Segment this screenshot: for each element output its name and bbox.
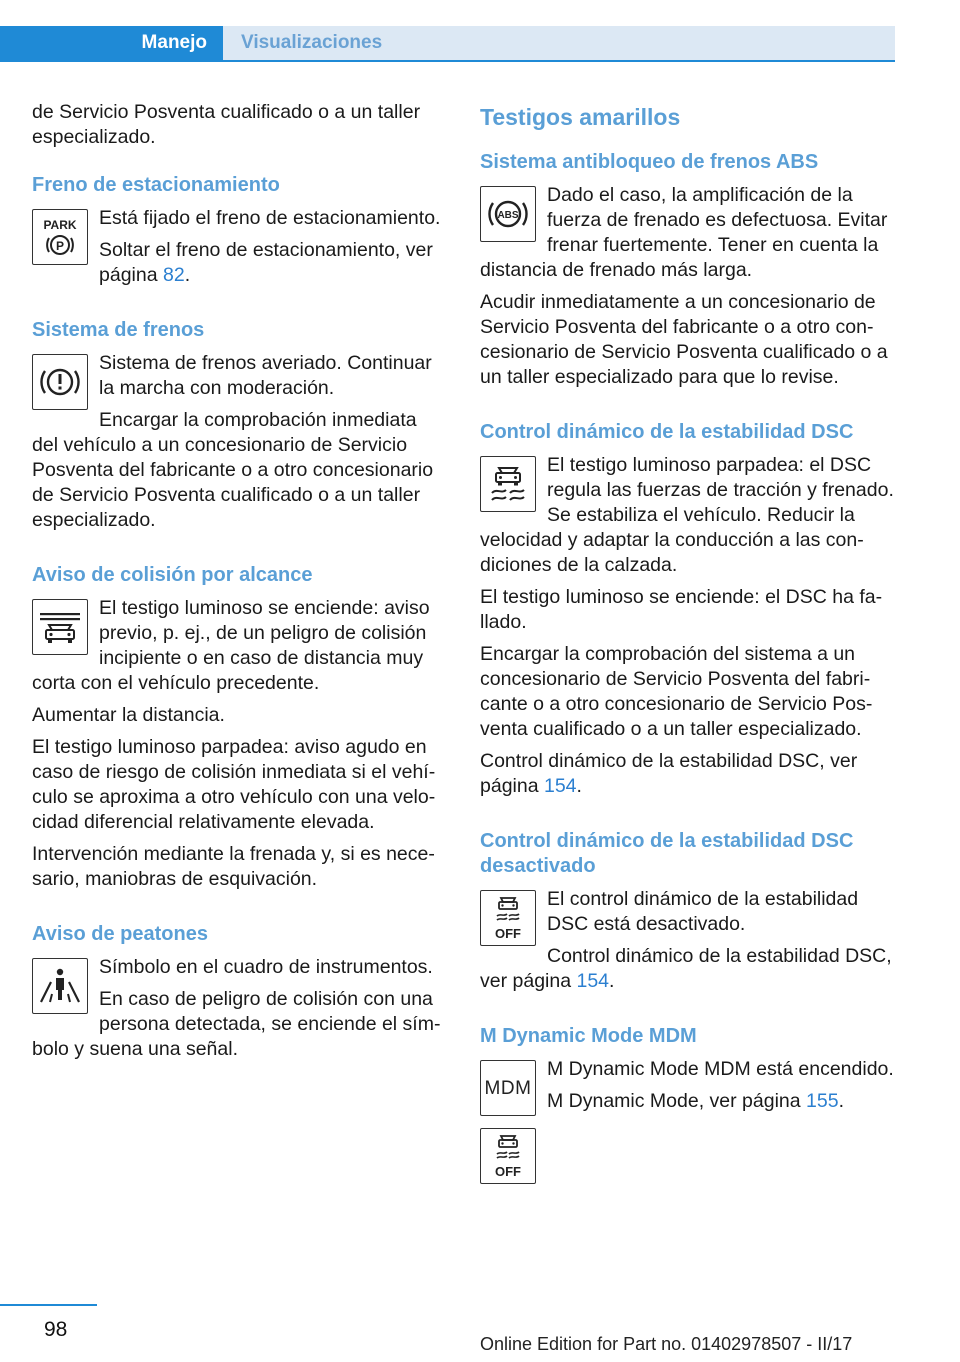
heading-mdm: M Dynamic Mode MDM (480, 1025, 697, 1047)
page-link-154[interactable]: 154 (543, 775, 577, 797)
heading-pedestrian-warning: Aviso de peatones (32, 923, 208, 945)
tab-manejo[interactable] (0, 26, 223, 60)
abs-p1: Dado el caso, la amplificación de la fuerza de frenado es defectuosa. Evitar frenar fuertemente. Tener en cuenta la distancia de frenado más larga. (480, 184, 888, 281)
page-link-154-b[interactable]: 154 (576, 970, 610, 992)
collision-p4: Intervención mediante la frenada y, si es necesario, maniobras de esquivación. (32, 843, 435, 890)
mdm-p1: M Dynamic Mode MDM está encendido. (547, 1058, 894, 1080)
dsc-p4 (480, 749, 896, 799)
pedestrian-p2: En caso de peligro de colisión con una persona detectada, se enciende el símbolo y suena una señal. (32, 988, 441, 1060)
dsc-icon (480, 456, 536, 512)
heading-abs: Sistema antibloqueo de frenos ABS (480, 151, 819, 173)
left-column (32, 100, 448, 1069)
section-brake-system (32, 351, 448, 540)
dsc-p2: El testigo luminoso se enciende: el DSC ha fallado. (480, 586, 883, 633)
section-dsc (480, 453, 896, 806)
dsc-p4-text: Control dinámico de la estabilidad DSC, ver página (480, 750, 858, 797)
dsc-off-p2-text: Control dinámico de la estabilidad DSC, ver página (480, 945, 892, 992)
brakes-p1: Sistema de frenos averiado. Continuar la marcha con moderación. (99, 352, 432, 399)
abs-p2: Acudir inmediatamente a un concesionario de Servicio Posventa del fabricante o a otro concesionario de Servicio Posventa cualificado o a un taller especializado para que lo revise. (480, 291, 888, 388)
page-link-82[interactable]: 82 (162, 264, 185, 286)
dsc-off-icon (480, 890, 536, 946)
abs-label: ABS (497, 210, 519, 221)
tab-visualizaciones[interactable] (223, 26, 895, 60)
chapter-tabs (0, 0, 960, 62)
dsc-off-p1: El control dinámico de la estabilidad DSC está desactivado. (547, 888, 859, 935)
dsc-off-p2 (480, 944, 896, 994)
section-abs (480, 183, 896, 397)
parking-p2-text: Soltar el freno de estacionamiento, ver página (99, 239, 433, 286)
park-label: PARK (43, 218, 77, 232)
dsc-off-p2-end: . (609, 970, 615, 992)
mdm-p2-end: . (838, 1090, 844, 1112)
abs-icon (480, 186, 536, 242)
section-collision-warning (32, 596, 448, 899)
heading-brake-system: Sistema de frenos (32, 319, 205, 341)
dsc-p4-end: . (576, 775, 582, 797)
collision-p1: El testigo luminoso se enciende: aviso previo, p. ej., de un peligro de colisión incipiente o en caso de distancia muy corta con el vehículo precedente. (32, 597, 430, 694)
intro-text: de Servicio Posventa cualificado o a un taller especializado. (32, 101, 421, 148)
page-number: 98 (44, 1318, 68, 1341)
pedestrian-p1: Símbolo en el cuadro de instrumentos. (99, 956, 433, 978)
right-column (480, 100, 896, 1184)
tab-manejo-label: Manejo (141, 32, 207, 53)
header-divider (0, 60, 895, 62)
collision-p3: El testigo luminoso parpadea: aviso agudo en caso de riesgo de colisión inmediata si el vehículo se aproxima a otro vehículo con una velocidad diferencial relativamente elevada. (32, 736, 436, 833)
section-mdm (480, 1057, 896, 1184)
heading-parking-brake: Freno de estacionamiento (32, 174, 280, 196)
footer-divider (0, 1304, 97, 1306)
mdm-icon-stack (480, 1057, 536, 1184)
section-pedestrian-warning (32, 955, 448, 1069)
section-parking-brake (32, 206, 448, 295)
off-label-2: OFF (495, 1164, 521, 1179)
mdm-icon (480, 1060, 536, 1116)
mdm-label: MDM (484, 1077, 532, 1099)
edition-text: Online Edition for Part no. 01402978507 - II/17 (480, 1334, 853, 1354)
heading-collision-warning: Aviso de colisión por alcance (32, 564, 313, 586)
page-link-155[interactable]: 155 (806, 1090, 839, 1112)
collision-p2: Aumentar la distancia. (32, 704, 225, 726)
off-label: OFF (495, 926, 521, 941)
tab-visualizaciones-label: Visualizaciones (241, 32, 383, 53)
brake-warning-icon (32, 354, 88, 410)
parking-p2-end: . (184, 264, 191, 286)
dsc-p1: El testigo luminoso parpadea: el DSC regula las fuerzas de tracción y frenado. Se estabiliza el vehículo. Reducir la velocidad y adaptar la conducción a las condiciones de la calzada. (480, 454, 894, 576)
mdm-p2 (480, 1089, 896, 1114)
parking-brake-icon (32, 209, 88, 265)
heading-dsc: Control dinámico de la estabilidad DSC (480, 421, 854, 443)
parking-p2 (32, 238, 448, 288)
mdm-p2-text: M Dynamic Mode, ver página (547, 1090, 807, 1112)
section-dsc-off (480, 887, 896, 1001)
pedestrian-warning-icon (32, 958, 88, 1014)
heading-yellow-lights: Testigos amarillos (480, 104, 681, 130)
heading-dsc-off: Control dinámico de la estabilidad DSC desactivado (480, 830, 854, 877)
brakes-p2: Encargar la comprobación inmediata del vehículo a un concesionario de Servicio Posventa del fabricante o a otro concesionario de Servicio Posventa cualificado o a un taller especializado. (32, 409, 434, 531)
p-letter: P (55, 239, 65, 253)
dsc-off-icon-2 (480, 1128, 536, 1184)
parking-p1: Está fijado el freno de estacionamiento. (99, 207, 441, 229)
dsc-p3: Encargar la comprobación del sistema a un concesionario de Servicio Posventa del fabricante o a otro concesionario de Servicio Posventa cualificado o a un taller especializado. (480, 643, 873, 740)
collision-warning-icon (32, 599, 88, 655)
